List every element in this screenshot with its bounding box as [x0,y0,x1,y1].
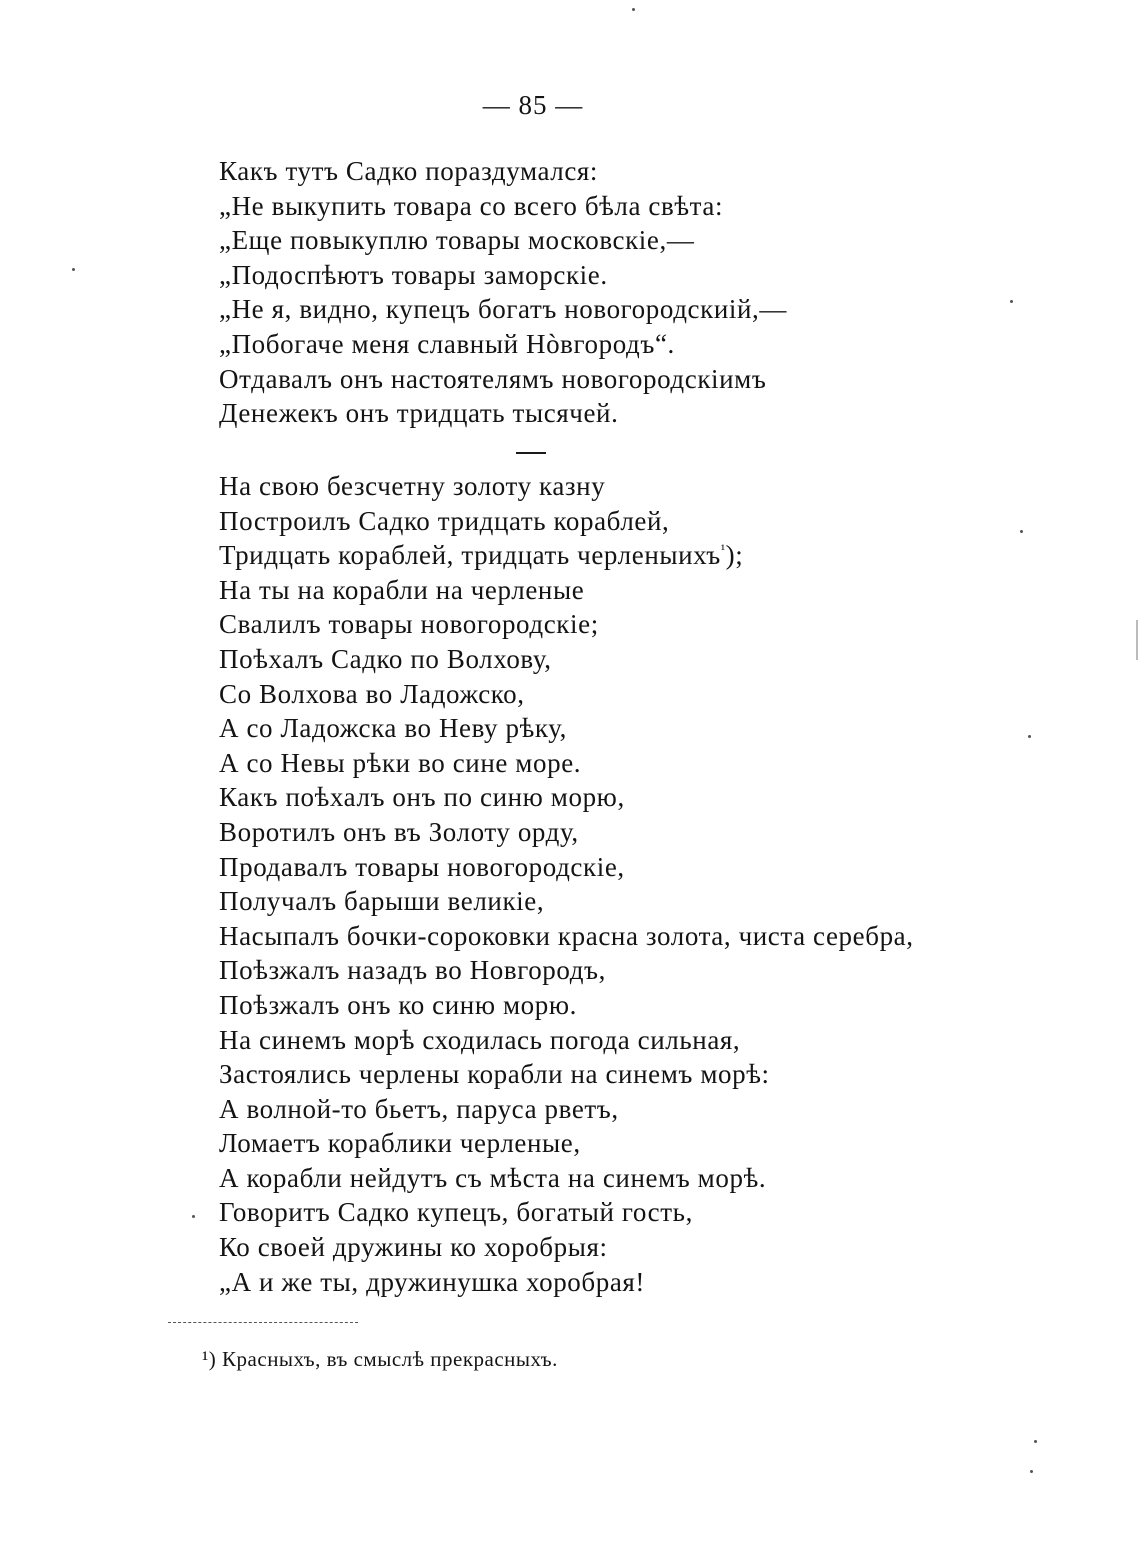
verse-line: А корабли нейдутъ съ мѣста на синемъ морѣ. [219,1162,767,1193]
verse-line: „Подоспѣютъ товары заморскіе. [219,259,608,290]
verse-line: Какъ тутъ Садко пораздумался: [219,156,599,186]
verse-line: Поѣзжалъ онъ ко синю морю. [219,989,577,1020]
scan-speck [192,1215,195,1218]
verse-line-with-footnote [219,538,914,573]
footnote-reference: ¹ [720,543,726,559]
verse-line: На ты на корабли на черленые [219,574,585,605]
verse-line: Насыпалъ бочки-сороковки красна золота, чиста серебра, [219,920,914,951]
page-number: — 85 — [482,90,584,120]
footnote [202,1344,558,1374]
verse-line: Застоялись черлены корабли на синемъ морѣ: [219,1059,770,1090]
scan-speck [72,268,75,271]
verse-line: А волной-то бьетъ, паруса рветъ, [219,1093,619,1124]
verse-line: Воротилъ онъ въ Золоту орду, [219,816,579,847]
verse-line: Со Волхова во Ладожско, [219,678,525,709]
section-divider [516,452,546,454]
verse-line: Построилъ Садко тридцать кораблей, [219,505,670,536]
verse-line: Поѣзжалъ назадъ во Новгородъ, [219,955,606,986]
scan-speck [1030,1470,1033,1473]
stanza-2 [219,469,914,1299]
verse-line: На свою безсчетну золоту казну [219,471,606,501]
verse-line: Отдавалъ онъ настоятелямъ новогородскіимъ [219,363,767,394]
verse-line: На синемъ морѣ сходилась погода сильная, [219,1024,741,1055]
footnote-text: Красныхъ, въ смыслѣ прекрасныхъ. [222,1347,558,1371]
verse-line: Получалъ барыши великіе, [219,886,545,917]
verse-text: Тридцать кораблей, тридцать черленыихъ [219,540,721,571]
verse-line: А со Ладожска во Неву рѣку, [219,713,567,744]
verse-line: „Еще повыкуплю товары московскіе,— [219,225,695,256]
verse-line: Поѣхалъ Садко по Волхову, [219,643,552,674]
verse-line: Говоритъ Садко купецъ, богатый гость, [219,1197,693,1228]
scan-speck [1028,735,1031,738]
scan-speck [1034,1440,1037,1443]
scan-edge-mark [1136,620,1138,660]
footnote-rule [168,1322,358,1323]
verse-line: Ломаетъ кораблики черленые, [219,1128,581,1159]
verse-line: „А и же ты, дружинушка хоробрая! [219,1266,646,1297]
verse-line: „Не я, видно, купецъ богатъ новогородскиій,— [219,294,787,325]
verse-line: А со Невы рѣки во сине море. [219,747,582,778]
verse-line: Продавалъ товары новогородскіе, [219,851,625,882]
scan-speck [632,8,635,11]
verse-line: „Побогаче меня славный Нòвгородъ“. [219,328,675,359]
verse-line-suffix: ); [725,540,744,571]
scan-speck [1020,530,1023,533]
verse-line: Какъ поѣхалъ онъ по синю морю, [219,782,625,813]
verse-line: Ко своей дружины ко хоробрыя: [219,1232,608,1263]
verse-line: Денежекъ онъ тридцать тысячей. [219,398,619,429]
footnote-marker: ¹) [202,1347,217,1371]
stanza-1 [219,154,787,431]
scan-speck [1010,300,1013,303]
verse-line: Свалилъ товары новогородскіе; [219,609,599,640]
verse-line: „Не выкупить товара со всего бѣла свѣта: [219,190,724,221]
